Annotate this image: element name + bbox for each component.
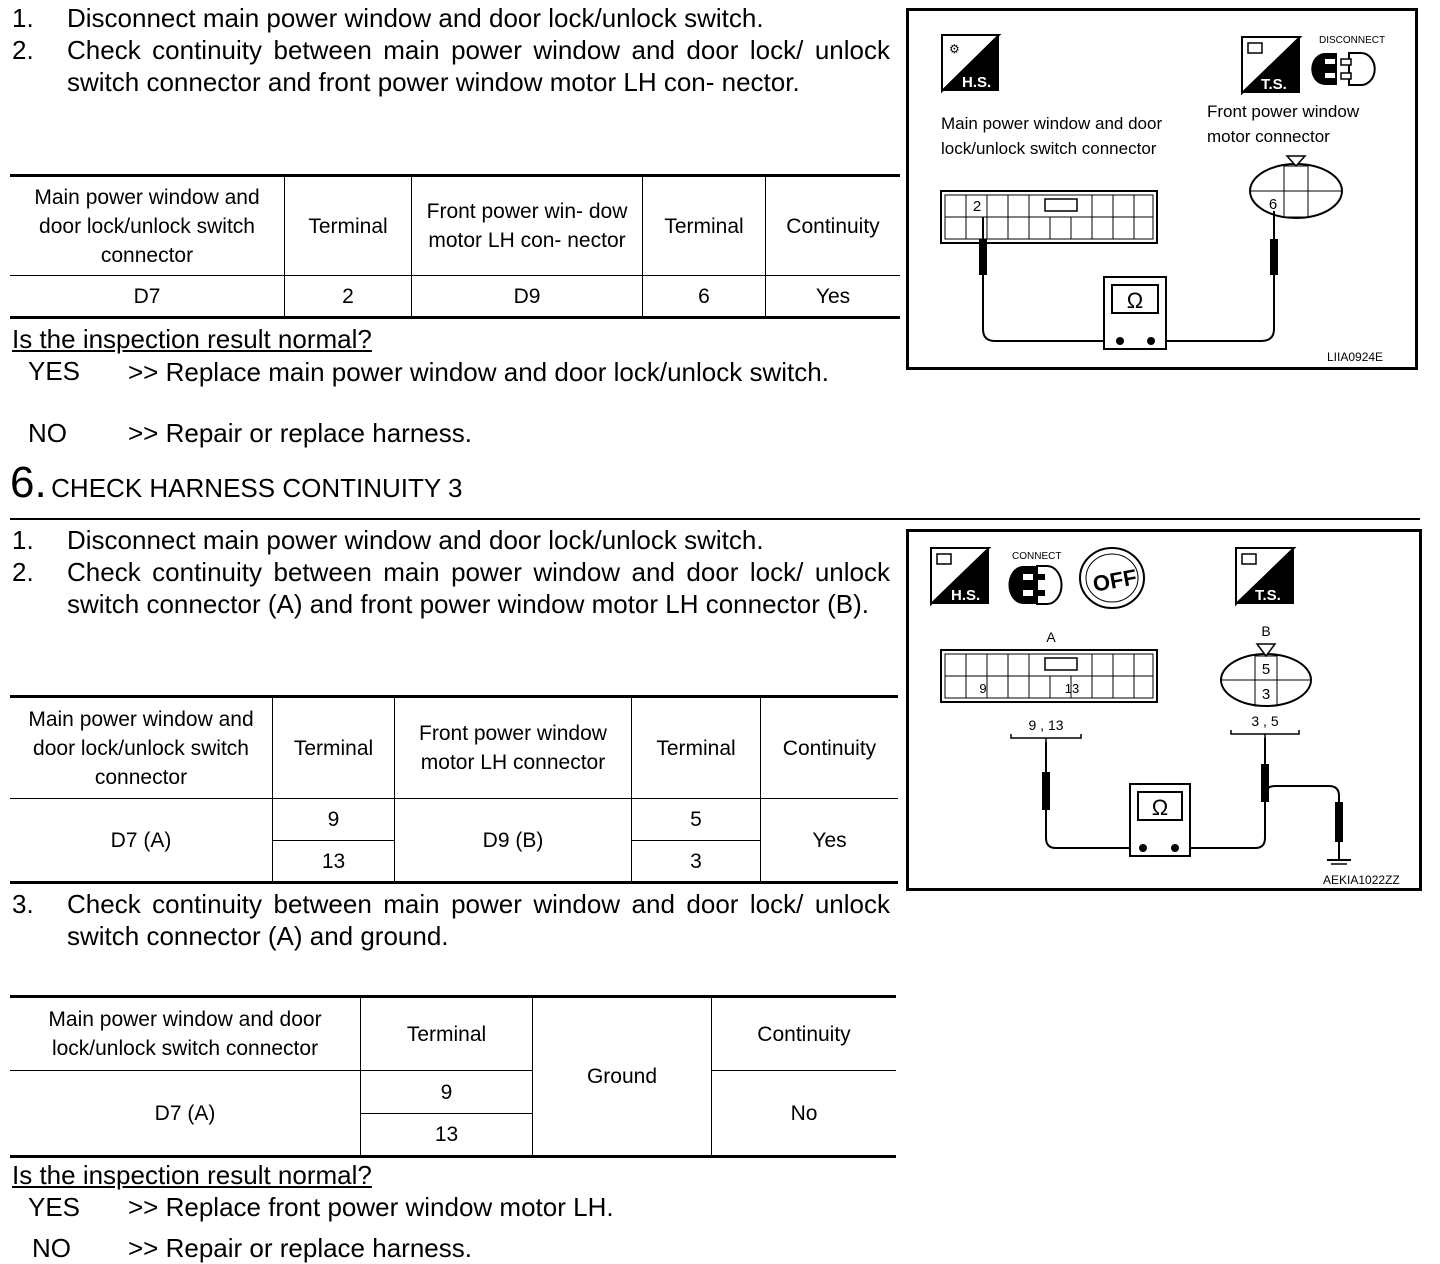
top-figure-diagram bbox=[909, 11, 1415, 367]
disconnect-icon bbox=[1311, 35, 1385, 85]
left-connector bbox=[941, 191, 1157, 243]
figure-code: AEKIA1022ZZ bbox=[1323, 873, 1400, 887]
hs-icon bbox=[931, 548, 989, 604]
s6-question: Is the inspection result normal? bbox=[12, 1160, 372, 1190]
s6-answer-yes-label: YES bbox=[28, 1192, 81, 1222]
right-connector-label: Front power window motor connector bbox=[1207, 102, 1360, 146]
svg-text:Ω: Ω bbox=[1151, 795, 1169, 820]
connector-a bbox=[941, 629, 1157, 702]
table-row: D7 2 D9 6 Yes bbox=[10, 276, 900, 318]
ohmmeter-icon bbox=[1104, 277, 1166, 349]
section-6-heading bbox=[10, 458, 462, 508]
s6-figure-diagram bbox=[909, 532, 1419, 888]
top-answer-no-text: >> Repair or replace harness. bbox=[128, 418, 472, 448]
section-title: CHECK HARNESS CONTINUITY 3 bbox=[51, 473, 463, 503]
figure-code: LIIA0924E bbox=[1327, 350, 1384, 364]
svg-text:T.S.: T.S. bbox=[1261, 76, 1287, 93]
svg-text:H.S.: H.S. bbox=[951, 587, 981, 604]
svg-text:13: 13 bbox=[1064, 681, 1080, 696]
top-continuity-table: Main power window and door lock/unlock switch connector Terminal Front power win- dow motor LH con- nector Terminal Continuity D7 2 D9 6 Yes bbox=[10, 174, 900, 319]
svg-text:T.S.: T.S. bbox=[1255, 587, 1281, 604]
connect-icon bbox=[1008, 551, 1061, 604]
ohmmeter-icon bbox=[1130, 784, 1190, 856]
svg-text:9: 9 bbox=[979, 681, 987, 696]
table-row: 13 3 bbox=[10, 841, 898, 883]
top-question: Is the inspection result normal? bbox=[12, 324, 372, 354]
svg-text:3 , 5: 3 , 5 bbox=[1251, 713, 1279, 729]
svg-text:DISCONNECT: DISCONNECT bbox=[1319, 35, 1386, 46]
svg-text:H.S.: H.S. bbox=[962, 74, 992, 91]
s6-ground-table: Main power window and door lock/unlock switch connector Terminal Ground Continuity D7 (A) 9 No 13 bbox=[10, 995, 896, 1158]
table-row: D7 (A) 9 No bbox=[10, 1071, 896, 1114]
svg-text:9 , 13: 9 , 13 bbox=[1028, 717, 1064, 733]
probe-wires bbox=[1042, 738, 1351, 864]
section-number: 6. bbox=[10, 458, 47, 507]
top-answer-yes-label: YES bbox=[28, 356, 81, 386]
svg-text:6: 6 bbox=[1268, 196, 1278, 213]
svg-text:⚙: ⚙ bbox=[949, 42, 960, 56]
hs-icon bbox=[942, 35, 999, 91]
table-row: D7 (A) 9 D9 (B) 5 Yes bbox=[10, 799, 898, 841]
top-figure bbox=[906, 8, 1418, 370]
connector-b bbox=[1221, 623, 1311, 706]
s6-figure bbox=[906, 529, 1422, 891]
section-divider bbox=[10, 518, 1420, 520]
svg-text:A: A bbox=[1046, 629, 1056, 645]
svg-text:2: 2 bbox=[972, 198, 982, 215]
top-answer-yes-text: >> Replace main power window and door lock/unlock switch. bbox=[128, 357, 829, 387]
svg-text:3: 3 bbox=[1261, 686, 1271, 703]
s6-answer-yes-text: >> Replace front power window motor LH. bbox=[128, 1192, 614, 1222]
ignition-off-icon bbox=[1080, 548, 1144, 608]
top-answer-no-label: NO bbox=[28, 418, 67, 448]
ts-icon bbox=[1236, 548, 1294, 604]
s6-answer-no-text: >> Repair or replace harness. bbox=[128, 1233, 472, 1263]
table-row: 13 bbox=[10, 1114, 896, 1157]
s6-answer-no-label: NO bbox=[32, 1233, 71, 1263]
probe-labels bbox=[1011, 713, 1299, 742]
svg-text:Ω: Ω bbox=[1126, 288, 1144, 313]
right-connector bbox=[1250, 156, 1342, 218]
svg-text:5: 5 bbox=[1261, 661, 1271, 678]
svg-text:CONNECT: CONNECT bbox=[1012, 551, 1062, 562]
s6-continuity-table-1: Main power window and door lock/unlock switch connector Terminal Front power window motor LH connector Terminal Continuity D7 (A) 9 D9 (B) 5 Yes 13 3 bbox=[10, 695, 898, 884]
svg-text:OFF: OFF bbox=[1090, 564, 1139, 597]
left-connector-label: Main power window and door lock/unlock switch connector bbox=[941, 114, 1163, 158]
ts-icon bbox=[1242, 37, 1300, 93]
svg-text:B: B bbox=[1261, 623, 1271, 639]
